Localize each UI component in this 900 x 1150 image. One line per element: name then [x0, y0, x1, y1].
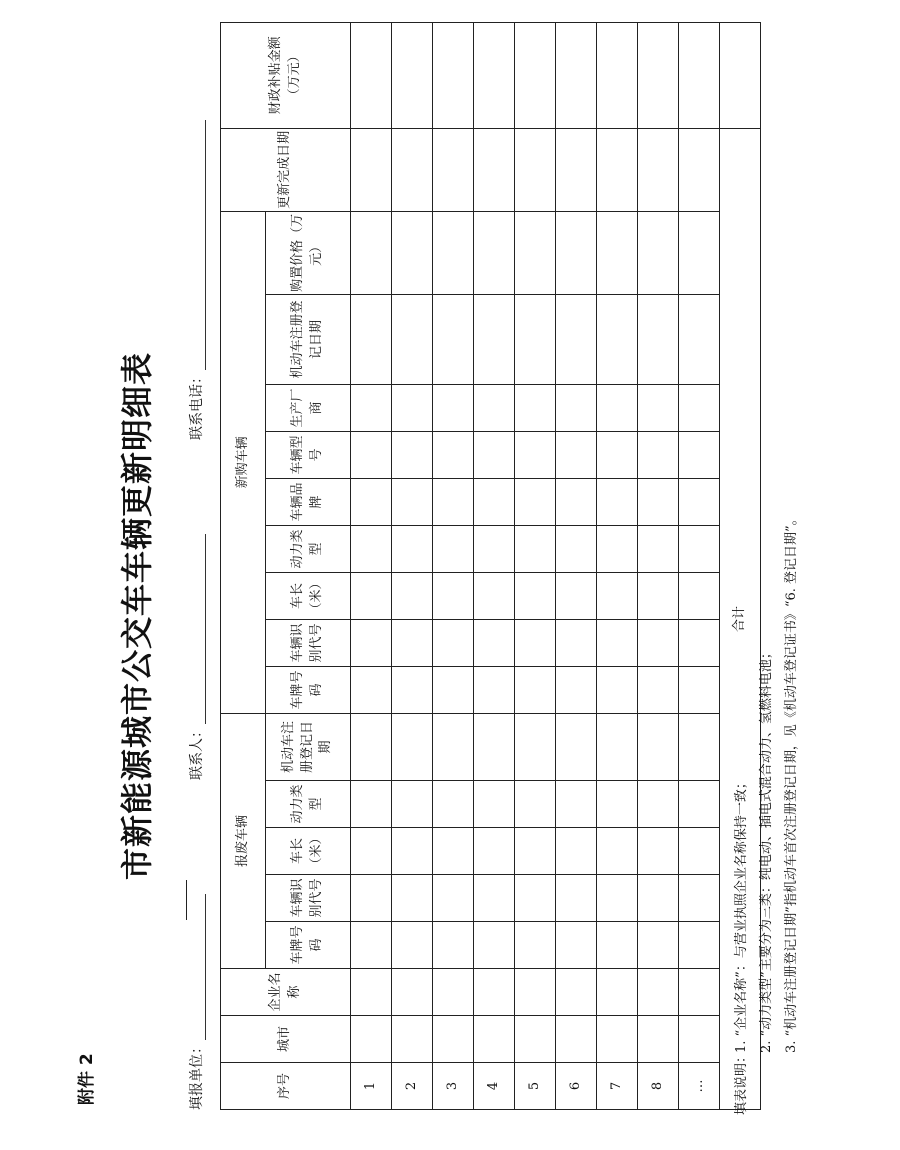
table-cell [597, 128, 638, 211]
table-cell [679, 431, 720, 478]
table-cell [392, 875, 433, 922]
contact-person-field [186, 534, 206, 780]
table-cell [474, 525, 515, 572]
row-seq: 2 [392, 1063, 433, 1110]
instruction-item: 1. “企业名称”：与营业执照企业名称保持一致； [734, 776, 749, 1053]
table-cell [515, 713, 556, 780]
subheader-new-2: 车长（米） [266, 572, 351, 619]
table-cell [638, 128, 679, 211]
table-cell [638, 1016, 679, 1063]
table-cell [392, 478, 433, 525]
table-cell [433, 572, 474, 619]
table-cell [556, 572, 597, 619]
table-row [679, 22, 720, 1109]
table-cell [351, 969, 392, 1016]
table-cell [556, 619, 597, 666]
table-cell [679, 22, 720, 128]
table-cell [679, 211, 720, 294]
table-cell [597, 384, 638, 431]
table-cell [597, 619, 638, 666]
table-cell [433, 713, 474, 780]
table-cell [515, 384, 556, 431]
table-cell [638, 431, 679, 478]
table-cell [597, 969, 638, 1016]
table-cell [679, 922, 720, 969]
table-cell [679, 384, 720, 431]
subheader-scrapped-0: 车牌号码 [266, 922, 351, 969]
table-cell [556, 666, 597, 713]
table-cell [556, 781, 597, 828]
table-cell [679, 294, 720, 384]
table-cell [351, 1016, 392, 1063]
table-header-row-1 [221, 22, 266, 1109]
table-cell [474, 781, 515, 828]
table-cell [597, 875, 638, 922]
subheader-scrapped-1: 车辆识别代号 [266, 875, 351, 922]
subheader-scrapped-3: 动力类型 [266, 781, 351, 828]
table-cell [474, 666, 515, 713]
table-row [351, 22, 392, 1109]
subheader-new-0: 车牌号码 [266, 666, 351, 713]
table-cell [597, 478, 638, 525]
header-seq: 序号 [221, 1063, 351, 1110]
table-cell [515, 922, 556, 969]
table-cell [515, 211, 556, 294]
table-cell [351, 875, 392, 922]
table-cell [392, 572, 433, 619]
table-cell [515, 781, 556, 828]
table-cell [638, 781, 679, 828]
table-cell [515, 22, 556, 128]
table-cell [433, 384, 474, 431]
table-cell [597, 525, 638, 572]
table-cell [351, 828, 392, 875]
header-company: 企业名称 [221, 969, 351, 1016]
row-seq: 7 [597, 1063, 638, 1110]
header-new-vehicles: 新购车辆 [221, 211, 266, 713]
instruction-item: 2. “动力类型”主要分为三类：纯电动、插电式混合动力、氢燃料电池； [759, 646, 774, 1053]
table-cell [392, 666, 433, 713]
table-cell [433, 128, 474, 211]
table-cell [392, 22, 433, 128]
table-cell [351, 525, 392, 572]
table-cell [433, 431, 474, 478]
table-cell [597, 431, 638, 478]
vehicle-renewal-table [220, 22, 761, 1110]
header-subsidy: 财政补贴金额（万元） [221, 22, 351, 128]
reporting-unit-field [186, 894, 206, 1110]
table-cell [351, 431, 392, 478]
table-cell [515, 619, 556, 666]
table-cell [597, 828, 638, 875]
table-cell [433, 875, 474, 922]
table-cell [638, 875, 679, 922]
table-row [392, 22, 433, 1109]
table-cell [638, 969, 679, 1016]
table-cell [433, 666, 474, 713]
total-subsidy-cell [720, 22, 761, 128]
table-cell [679, 828, 720, 875]
page-title: 市新能源城市公交车车辆更新明细表 [118, 351, 156, 880]
table-cell [638, 211, 679, 294]
row-seq: 1 [351, 1063, 392, 1110]
table-cell [474, 572, 515, 619]
table-cell [474, 828, 515, 875]
table-cell [556, 22, 597, 128]
table-cell [351, 922, 392, 969]
table-cell [515, 294, 556, 384]
table-cell [679, 713, 720, 780]
reporting-unit-blank [191, 894, 206, 1040]
contact-phone-label: 联系电话： [189, 370, 205, 440]
table-cell [638, 525, 679, 572]
table-row [638, 22, 679, 1109]
table-cell [638, 922, 679, 969]
table-cell [433, 619, 474, 666]
contact-phone-field [186, 120, 206, 440]
table-cell [638, 572, 679, 619]
table-cell [392, 969, 433, 1016]
table-cell [474, 969, 515, 1016]
subheader-new-7: 机动车注册登记日期 [266, 294, 351, 384]
table-cell [474, 713, 515, 780]
table-cell [597, 713, 638, 780]
table-cell [474, 294, 515, 384]
table-cell [392, 781, 433, 828]
table-cell [515, 828, 556, 875]
subheader-new-5: 车辆型号 [266, 431, 351, 478]
table-cell [474, 875, 515, 922]
header-city: 城市 [221, 1016, 351, 1063]
table-cell [556, 128, 597, 211]
reporting-unit-label: 填报单位： [189, 1040, 205, 1110]
subheader-new-6: 生产厂商 [266, 384, 351, 431]
header-scrapped-vehicles: 报废车辆 [221, 713, 266, 968]
table-cell [474, 22, 515, 128]
table-row [515, 22, 556, 1109]
subheader-scrapped-4: 机动车注册登记日期 [266, 713, 351, 780]
table-cell [351, 211, 392, 294]
table-cell [474, 431, 515, 478]
table-cell [392, 431, 433, 478]
table-cell [679, 875, 720, 922]
table-row [556, 22, 597, 1109]
subheader-new-1: 车辆识别代号 [266, 619, 351, 666]
table-cell [515, 128, 556, 211]
table-cell [474, 478, 515, 525]
table-cell [515, 875, 556, 922]
table-cell [351, 128, 392, 211]
table-cell [556, 713, 597, 780]
table-cell [433, 1016, 474, 1063]
table-cell [515, 572, 556, 619]
table-cell [597, 572, 638, 619]
table-cell [679, 572, 720, 619]
table-cell [392, 922, 433, 969]
table-cell [556, 211, 597, 294]
instruction-item: 3. “机动车注册登记日期”指机动车首次注册登记日期，见《机动车登记证书》“6. 登记日期”。 [784, 512, 799, 1053]
table-cell [515, 666, 556, 713]
table-cell [597, 211, 638, 294]
header-completion-date: 更新完成日期 [221, 128, 351, 211]
table-cell [638, 294, 679, 384]
table-cell [392, 128, 433, 211]
contact-person-label: 联系人： [189, 724, 205, 780]
table-cell [474, 384, 515, 431]
table-cell [474, 1016, 515, 1063]
table-cell [515, 431, 556, 478]
table-cell [679, 478, 720, 525]
total-label: 合计 [720, 128, 761, 1109]
table-cell [351, 22, 392, 128]
row-seq: … [679, 1063, 720, 1110]
row-seq: 5 [515, 1063, 556, 1110]
table-cell [597, 294, 638, 384]
row-seq: 3 [433, 1063, 474, 1110]
table-cell [351, 478, 392, 525]
table-cell [556, 828, 597, 875]
row-seq: 4 [474, 1063, 515, 1110]
table-cell [679, 619, 720, 666]
subheader-scrapped-2: 车长（米） [266, 828, 351, 875]
table-cell [433, 781, 474, 828]
table-cell [515, 478, 556, 525]
table-cell [679, 1016, 720, 1063]
table-cell [392, 619, 433, 666]
table-cell [556, 384, 597, 431]
table-cell [433, 922, 474, 969]
table-cell [679, 666, 720, 713]
table-cell [638, 22, 679, 128]
table-cell [638, 619, 679, 666]
table-cell [474, 128, 515, 211]
table-cell [433, 525, 474, 572]
table-cell [351, 572, 392, 619]
table-cell [392, 525, 433, 572]
subheader-new-4: 车辆品牌 [266, 478, 351, 525]
table-row [474, 22, 515, 1109]
contact-person-blank [191, 534, 206, 724]
table-row [597, 22, 638, 1109]
table-cell [679, 128, 720, 211]
table-cell [351, 781, 392, 828]
table-cell [679, 525, 720, 572]
table-cell [433, 828, 474, 875]
table-cell [597, 781, 638, 828]
table-cell [556, 525, 597, 572]
table-cell [556, 875, 597, 922]
table-cell [597, 22, 638, 128]
table-cell [556, 431, 597, 478]
table-cell [679, 781, 720, 828]
table-cell [556, 969, 597, 1016]
table-cell [515, 969, 556, 1016]
table-row [433, 22, 474, 1109]
table-cell [351, 384, 392, 431]
subheader-new-3: 动力类型 [266, 525, 351, 572]
row-seq: 8 [638, 1063, 679, 1110]
table-cell [474, 211, 515, 294]
table-cell [351, 666, 392, 713]
table-cell [556, 922, 597, 969]
table-cell [638, 713, 679, 780]
table-cell [556, 1016, 597, 1063]
table-cell [433, 294, 474, 384]
table-cell [597, 922, 638, 969]
table-cell [474, 922, 515, 969]
table-cell [515, 525, 556, 572]
table-cell [392, 828, 433, 875]
table-cell [433, 969, 474, 1016]
table-body [351, 22, 761, 1109]
table-cell [351, 294, 392, 384]
table-cell [597, 666, 638, 713]
table-cell [392, 1016, 433, 1063]
table-cell [392, 211, 433, 294]
table-cell [556, 294, 597, 384]
table-cell [433, 22, 474, 128]
table-cell [679, 969, 720, 1016]
title-city-blank [146, 880, 187, 920]
table-cell [392, 294, 433, 384]
contact-phone-blank [191, 120, 206, 370]
subheader-new-8: 购置价格（万元） [266, 211, 351, 294]
table-cell [638, 478, 679, 525]
table-cell [638, 384, 679, 431]
table-cell [597, 1016, 638, 1063]
table-cell [392, 384, 433, 431]
attachment-label: 附件 2 [77, 1053, 97, 1105]
table-cell [351, 619, 392, 666]
table-cell [392, 713, 433, 780]
table-cell [474, 619, 515, 666]
table-cell [556, 478, 597, 525]
table-cell [515, 1016, 556, 1063]
table-cell [351, 713, 392, 780]
instructions-label: 填表说明： [734, 1049, 749, 1115]
row-seq: 6 [556, 1063, 597, 1110]
table-cell [638, 828, 679, 875]
table-cell [433, 211, 474, 294]
table-cell [433, 478, 474, 525]
table-cell [638, 666, 679, 713]
